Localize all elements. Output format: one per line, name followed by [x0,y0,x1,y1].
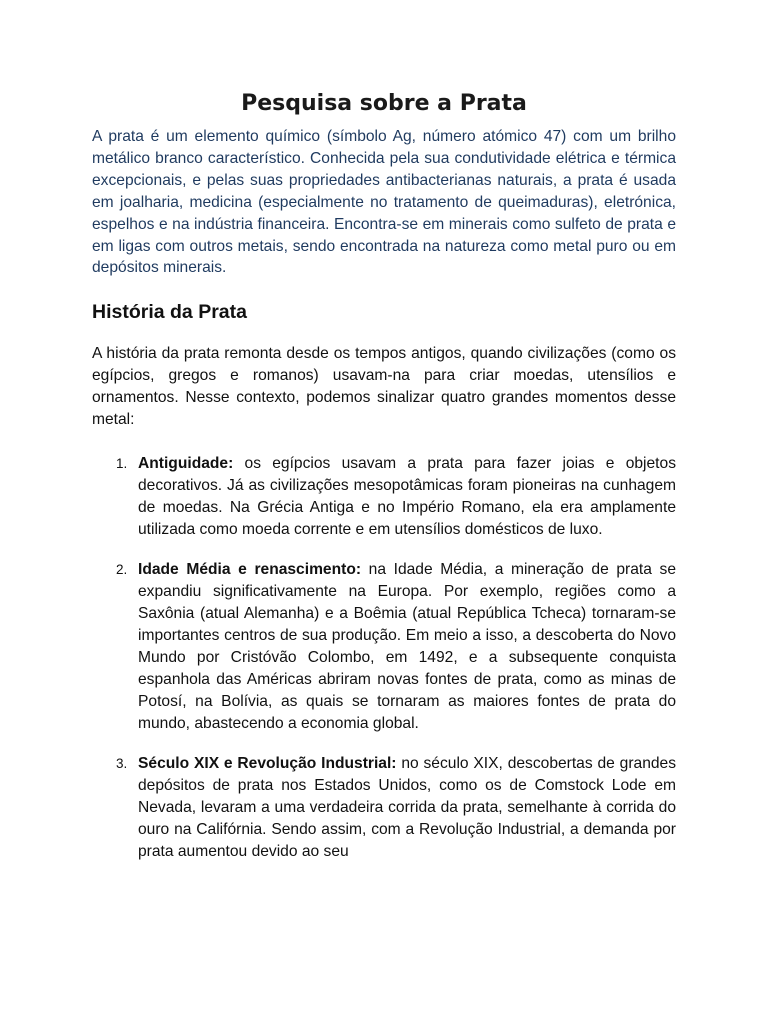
list-item [92,753,676,863]
list-item-number: 3. [116,756,128,772]
moments-list [92,453,676,863]
list-item-text: os egípcios usavam a prata para fazer joias e objetos decorativos. Já as civilizações mesopotâmicas foram pioneiras na cunhagem de moedas. Na Grécia Antiga e no Império Romano, ela era amplamente utilizada como moeda corrente e em utensílios domésticos de luxo. [138,455,676,539]
list-item-heading: Idade Média e renascimento: [138,561,362,579]
list-item-number: 1. [116,456,128,472]
list-item-number: 2. [116,562,128,578]
list-item-text: no século XIX, descobertas de grandes depósitos de prata nos Estados Unidos, como os de Comstock Lode em Nevada, levaram a uma verdadeira corrida da prata, semelhante à corrida do ouro na Califórnia. Sendo assim, com a Revolução Industrial, a demanda por prata aumentou devido ao seu [138,755,677,861]
list-item [92,453,676,541]
page-title: Pesquisa sobre a Prata [241,91,527,116]
history-paragraph: A história da prata remonta desde os tempos antigos, quando civilizações (como os egípcios, gregos e romanos) usavam-na para criar moedas, utensílios e ornamentos. Nesse contexto, podemos sinalizar quatro grandes momentos desse metal: [92,345,676,429]
list-item-heading: Século XIX e Revolução Industrial: [138,755,397,773]
list-item-heading: Antiguidade: [138,455,234,473]
list-item [92,559,676,735]
intro-paragraph: A prata é um elemento químico (símbolo Ag, número atómico 47) com um brilho metálico branco característico. Conhecida pela sua condutividade elétrica e térmica excepcionais, e pelas suas propriedades antibacterianas naturais, a prata é usada em joalharia, medicina (especialmente no tratamento de queimaduras), eletrónica, espelhos e na indústria financeira. Encontra-se em minerais como sulfeto de prata e em ligas com outros metais, sendo encontrada na natureza como metal puro ou em depósitos minerais. [92,128,676,277]
list-item-text: na Idade Média, a mineração de prata se expandiu significativamente na Europa. Por exemplo, regiões como a Saxônia (atual Alemanha) e a Boêmia (atual República Tcheca) tornaram-se importantes centros de sua produção. Em meio a isso, a descoberta do Novo Mundo por Cristóvão Colombo, em 1492, e a subsequente conquista espanhola das Américas abriram novas fontes de prata, como as minas de Potosí, na Bolívia, as quais se tornaram as maiores fontes de prata do mundo, abastecendo a economia global. [138,561,676,733]
section-heading: História da Prata [92,301,247,324]
